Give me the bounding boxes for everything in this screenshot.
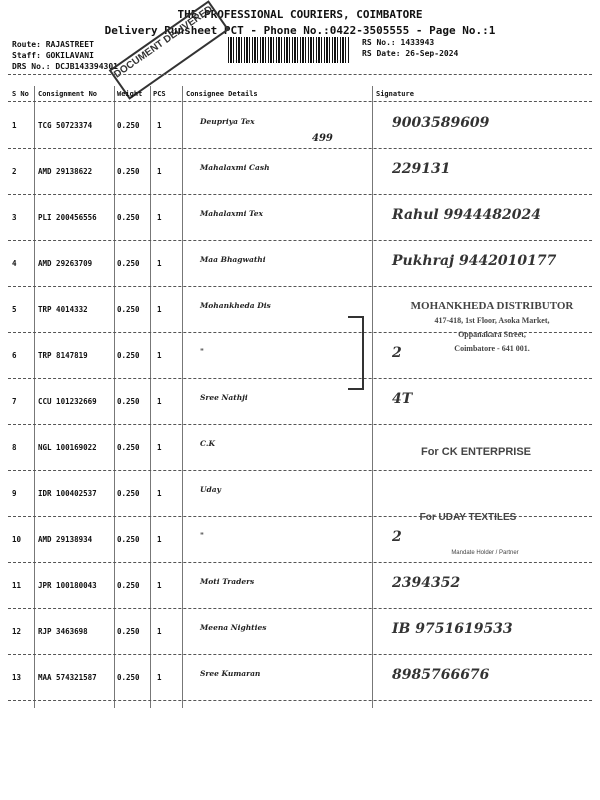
row-sno: 6 bbox=[12, 351, 17, 360]
row-signature: 2394352 bbox=[392, 575, 461, 591]
row-consignee: Mahalaxmi Cash bbox=[200, 163, 270, 172]
table-row bbox=[0, 241, 600, 287]
row-consignment: PLI 200456556 bbox=[38, 213, 97, 222]
row-sno: 4 bbox=[12, 259, 17, 268]
col-consignment: Consignment No bbox=[38, 90, 98, 98]
row-sno: 10 bbox=[12, 535, 22, 544]
route-label: Route: RAJASTREET bbox=[12, 40, 94, 49]
row-consignment: CCU 101232669 bbox=[38, 397, 97, 406]
row-pcs: 1 bbox=[157, 397, 162, 406]
row-sno: 1 bbox=[12, 121, 17, 130]
row-pcs: 1 bbox=[157, 259, 162, 268]
table-row bbox=[0, 517, 600, 563]
header-rule bbox=[8, 74, 592, 75]
row-consignment: TCG 50723374 bbox=[38, 121, 93, 130]
col-consignee: Consignee Details bbox=[186, 90, 258, 98]
row-signature: Pukhraj 9442010177 bbox=[392, 253, 557, 269]
table-row bbox=[0, 655, 600, 701]
rs-date: RS Date: 26-Sep-2024 bbox=[362, 49, 459, 58]
row-pcs: 1 bbox=[157, 351, 162, 360]
row-consignment: JPR 100180043 bbox=[38, 581, 97, 590]
column-header-rule bbox=[8, 101, 592, 102]
table-row bbox=[0, 471, 600, 517]
col-signature: Signature bbox=[376, 90, 414, 98]
row-consignment: AMD 29138622 bbox=[38, 167, 93, 176]
row-consignment: AMD 29138934 bbox=[38, 535, 93, 544]
row-weight: 0.250 bbox=[117, 259, 140, 268]
row-weight: 0.250 bbox=[117, 627, 140, 636]
row-consignee: Uday bbox=[200, 485, 222, 494]
uday-textiles-stamp: For UDAY TEXTILES bbox=[419, 512, 517, 523]
table-row bbox=[0, 195, 600, 241]
row-consignee: Sree Kumaran bbox=[200, 669, 261, 678]
row-consignee: C.K bbox=[200, 439, 215, 448]
row-weight: 0.250 bbox=[117, 351, 140, 360]
row-pcs: 1 bbox=[157, 121, 162, 130]
row-signature: 2 bbox=[392, 345, 402, 361]
row-pcs: 1 bbox=[157, 443, 162, 452]
row-signature: 9003589609 bbox=[392, 115, 490, 131]
row-pcs: 1 bbox=[157, 167, 162, 176]
table-row bbox=[0, 609, 600, 655]
row-weight: 0.250 bbox=[117, 489, 140, 498]
row-pcs: 1 bbox=[157, 673, 162, 682]
col-weight: Weight bbox=[117, 90, 143, 98]
row-signature: IB 9751619533 bbox=[392, 621, 513, 637]
staff-label: Staff: GOKILAVANI bbox=[12, 51, 94, 60]
row-signature: 2 bbox=[392, 529, 402, 545]
runsheet-title: Delivery Runsheet PCT - Phone No.:0422-3505555 - Page No.:1 bbox=[104, 24, 496, 37]
row-consignment: IDR 100402537 bbox=[38, 489, 97, 498]
row-consignment: TRP 4014332 bbox=[38, 305, 88, 314]
row-weight: 0.250 bbox=[117, 305, 140, 314]
row-divider bbox=[8, 700, 592, 701]
row-pcs: 1 bbox=[157, 581, 162, 590]
row-sno: 13 bbox=[12, 673, 22, 682]
row-consignment: RJP 3463698 bbox=[38, 627, 88, 636]
company-name: THE PROFESSIONAL COURIERS, COIMBATORE bbox=[177, 8, 423, 21]
row-consignee: " bbox=[200, 531, 204, 540]
row-consignee: Mohankheda Dis bbox=[200, 301, 271, 310]
row-signature: 229131 bbox=[392, 161, 451, 177]
row-weight: 0.250 bbox=[117, 167, 140, 176]
bracket-mark bbox=[348, 316, 364, 390]
row-consignee: Sree Nathji bbox=[200, 393, 248, 402]
row-consignee: Moti Traders bbox=[200, 577, 255, 586]
row-sno: 11 bbox=[12, 581, 22, 590]
document-delivered-stamp: DOCUMENT DELIVERED bbox=[109, 0, 230, 99]
row-consignee: " bbox=[200, 347, 204, 356]
row-pcs: 1 bbox=[157, 489, 162, 498]
row-consignment: TRP 8147819 bbox=[38, 351, 88, 360]
row-consignment: MAA 574321587 bbox=[38, 673, 97, 682]
row-consignee: Deupriya Tex bbox=[200, 117, 255, 126]
row-consignee: Maa Bhagwathi bbox=[200, 255, 266, 264]
table-row bbox=[0, 333, 600, 379]
col-pcs: PCS bbox=[153, 90, 166, 98]
row-consignee: Mahalaxmi Tex bbox=[200, 209, 264, 218]
row-sno: 8 bbox=[12, 443, 17, 452]
table-row bbox=[0, 103, 600, 149]
row-weight: 0.250 bbox=[117, 673, 140, 682]
row-consignment: NGL 100169022 bbox=[38, 443, 97, 452]
mohankheda-stamp-addr1: 417-418, 1st Floor, Asoka Market, bbox=[434, 316, 550, 325]
mohankheda-stamp-name: MOHANKHEDA DISTRIBUTOR bbox=[410, 300, 574, 312]
row-sno: 3 bbox=[12, 213, 17, 222]
row-consignment: AMD 29263709 bbox=[38, 259, 93, 268]
row-signature: Rahul 9944482024 bbox=[392, 207, 541, 223]
table-row bbox=[0, 379, 600, 425]
mohankheda-stamp-addr3: Coimbatore - 641 001. bbox=[454, 344, 530, 353]
uday-textiles-subtext: Mandate Holder / Partner bbox=[451, 550, 519, 556]
row-weight: 0.250 bbox=[117, 443, 140, 452]
row-sno: 7 bbox=[12, 397, 17, 406]
rs-number: RS No.: 1433943 bbox=[362, 38, 435, 47]
row-sno: 5 bbox=[12, 305, 17, 314]
table-row bbox=[0, 563, 600, 609]
row-signature: 8985766676 bbox=[392, 667, 490, 683]
mohankheda-stamp-addr2: Oppanakara Street, bbox=[458, 330, 526, 339]
row-sno: 2 bbox=[12, 167, 17, 176]
row-sno: 9 bbox=[12, 489, 17, 498]
row-pcs: 1 bbox=[157, 305, 162, 314]
row-sno: 12 bbox=[12, 627, 22, 636]
barcode bbox=[228, 37, 350, 63]
row-pcs: 1 bbox=[157, 627, 162, 636]
row-note: 499 bbox=[312, 133, 333, 144]
row-weight: 0.250 bbox=[117, 213, 140, 222]
row-consignee: Meena Nighties bbox=[200, 623, 267, 632]
drs-number: DRS No.: DCJB143394301 bbox=[12, 62, 118, 71]
row-weight: 0.250 bbox=[117, 581, 140, 590]
col-sno: S No bbox=[12, 90, 29, 98]
row-weight: 0.250 bbox=[117, 397, 140, 406]
row-weight: 0.250 bbox=[117, 535, 140, 544]
row-pcs: 1 bbox=[157, 213, 162, 222]
ck-enterprise-stamp: For CK ENTERPRISE bbox=[420, 446, 531, 458]
table-row bbox=[0, 149, 600, 195]
row-signature: 4T bbox=[392, 391, 413, 407]
row-pcs: 1 bbox=[157, 535, 162, 544]
row-weight: 0.250 bbox=[117, 121, 140, 130]
